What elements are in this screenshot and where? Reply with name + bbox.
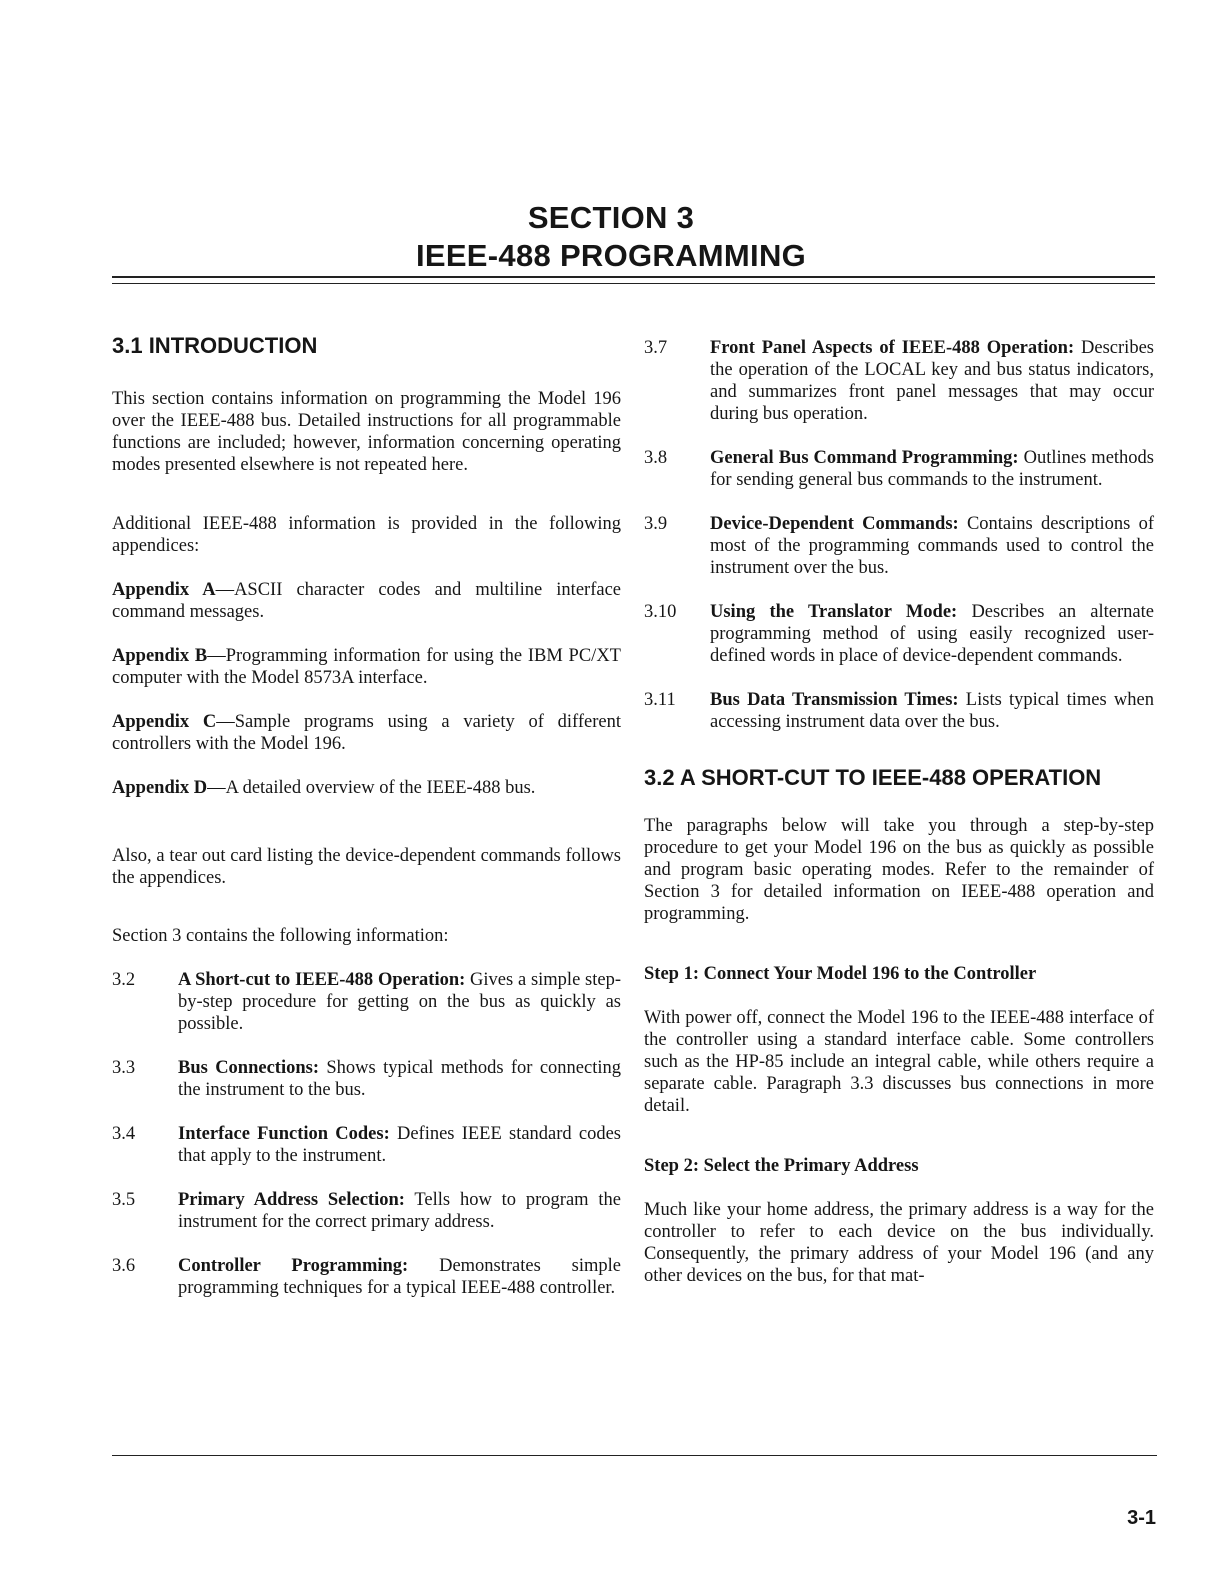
item-number: 3.3 (112, 1058, 136, 1078)
item-number: 3.2 (112, 970, 136, 990)
item-label: A Short-cut to IEEE-488 Operation: (178, 970, 466, 990)
item-label: Bus Connections: (178, 1058, 320, 1078)
section-title: IEEE-488 PROGRAMMING (415, 238, 807, 273)
right-column (644, 337, 1154, 1287)
item-text (710, 513, 1154, 579)
item-number: 3.5 (112, 1190, 136, 1210)
item-description: Contains descriptions of most of the programming commands used to control the instrument over the bus. (710, 514, 1155, 578)
item-label: Interface Function Codes: (178, 1124, 390, 1144)
step2-paragraph: Much like your home address, the primary address is a way for the controller to refer to each device on the bus individually. Consequently, the primary address of your Model 196 (and any other devices on the bus, for that mat- (644, 1200, 1154, 1286)
item-number: 3.9 (644, 514, 668, 534)
item-text (178, 969, 621, 1035)
contents-intro: Section 3 contains the following information: (112, 926, 449, 946)
item-text (178, 1189, 621, 1233)
item-number: 3.6 (112, 1256, 136, 1276)
appendix-b-text: —Programming information for using the IBM PC/XT computer with the Model 8573A interface. (112, 646, 621, 688)
contents-item (644, 337, 1154, 425)
appendix-a (112, 579, 621, 623)
item-number: 3.8 (644, 448, 668, 468)
item-label: Device-Dependent Commands: (710, 514, 959, 534)
item-text (710, 601, 1154, 667)
item-description: Tells how to program the instrument for the correct primary address. (178, 1190, 621, 1232)
intro-paragraph: This section contains information on programming the Model 196 over the IEEE-488 bus. Detailed instructions for all programmable functions are included; however, information concerning operating modes presented elsewhere is not repeated here. (112, 389, 621, 475)
footer-rule (112, 1455, 1157, 1456)
item-label: Front Panel Aspects of IEEE-488 Operation: (710, 338, 1075, 358)
appendix-d-label: Appendix D (112, 778, 208, 798)
intro-heading: 3.1 INTRODUCTION (112, 333, 318, 358)
page-number: 3-1 (1127, 1507, 1156, 1529)
appendix-a-label: Appendix A (112, 580, 216, 600)
shortcut-paragraph: The paragraphs below will take you through a step-by-step procedure to get your Model 196 on the bus as quickly as possible and program basic operating modes. Refer to the remainder of Section 3 for detailed information on IEEE-488 operation and programming. (644, 816, 1154, 924)
item-label: Bus Data Transmission Times: (710, 690, 959, 710)
appendix-b-label: Appendix B (112, 646, 208, 666)
item-number: 3.7 (644, 338, 668, 358)
contents-item (112, 1189, 621, 1233)
item-number: 3.4 (112, 1124, 136, 1144)
appendices-intro: Additional IEEE-488 information is provided in the following appendices: (112, 514, 621, 556)
appendix-a-text: —ASCII character codes and multiline interface command messages. (112, 580, 621, 622)
contents-item (644, 689, 1154, 733)
step1-paragraph: With power off, connect the Model 196 to the IEEE-488 interface of the controller using a standard interface cable. Some controllers such as the HP-85 include an integral cable, while others require a separate cable. Paragraph 3.3 discusses bus connections in more detail. (644, 1008, 1154, 1116)
contents-item (112, 969, 621, 1035)
item-description: Defines IEEE standard codes that apply to the instrument. (178, 1124, 622, 1166)
item-label: General Bus Command Programming: (710, 448, 1019, 468)
appendix-d-text: —A detailed overview of the IEEE-488 bus. (207, 778, 536, 798)
left-column (112, 333, 621, 1299)
item-text (178, 1057, 621, 1101)
item-text (178, 1123, 621, 1167)
contents-item (112, 1255, 621, 1299)
item-description: Demonstrates simple programming techniques for a typical IEEE-488 controller. (178, 1256, 621, 1298)
item-number: 3.10 (644, 602, 677, 622)
contents-item (112, 1057, 621, 1101)
item-text (178, 1255, 621, 1299)
item-label: Controller Programming: (178, 1256, 409, 1276)
item-label: Primary Address Selection: (178, 1190, 405, 1210)
item-description: Describes the operation of the LOCAL key and bus status indicators, and summarizes front panel messages that may occur during bus operation. (710, 338, 1154, 424)
item-description: Gives a simple step-by-step procedure for getting on the bus as quickly as possible. (178, 970, 621, 1034)
appendix-b (112, 645, 621, 689)
shortcut-heading: 3.2 A SHORT-CUT TO IEEE-488 OPERATION (644, 765, 1102, 790)
item-number: 3.11 (644, 690, 676, 710)
section-number: SECTION 3 (527, 200, 695, 235)
contents-item (644, 513, 1154, 579)
item-description: Describes an alternate programming method of using easily recognized user-defined words in place of device-dependent commands. (710, 602, 1154, 666)
item-description: Shows typical methods for connecting the instrument to the bus. (178, 1058, 621, 1100)
step1-heading: Step 1: Connect Your Model 196 to the Controller (644, 964, 1037, 984)
appendix-c (112, 711, 621, 755)
item-text (710, 337, 1154, 425)
item-description: Outlines methods for sending general bus commands to the instrument. (710, 448, 1154, 490)
appendix-d (112, 777, 621, 799)
tear-out-card-paragraph: Also, a tear out card listing the device-dependent commands follows the appendices. (112, 846, 621, 888)
title-rule-bottom (112, 283, 1155, 284)
step2-heading: Step 2: Select the Primary Address (644, 1156, 919, 1176)
title-rule-top (112, 276, 1155, 278)
item-description: Lists typical times when accessing instrument data over the bus. (710, 690, 1154, 732)
contents-item (644, 601, 1154, 667)
item-text (710, 447, 1154, 491)
item-label: Using the Translator Mode: (710, 602, 958, 622)
appendix-c-label: Appendix C (112, 712, 217, 732)
contents-item (112, 1123, 621, 1167)
item-text (710, 689, 1154, 733)
contents-item (644, 447, 1154, 491)
appendix-c-text: —Sample programs using a variety of different controllers with the Model 196. (112, 712, 621, 754)
